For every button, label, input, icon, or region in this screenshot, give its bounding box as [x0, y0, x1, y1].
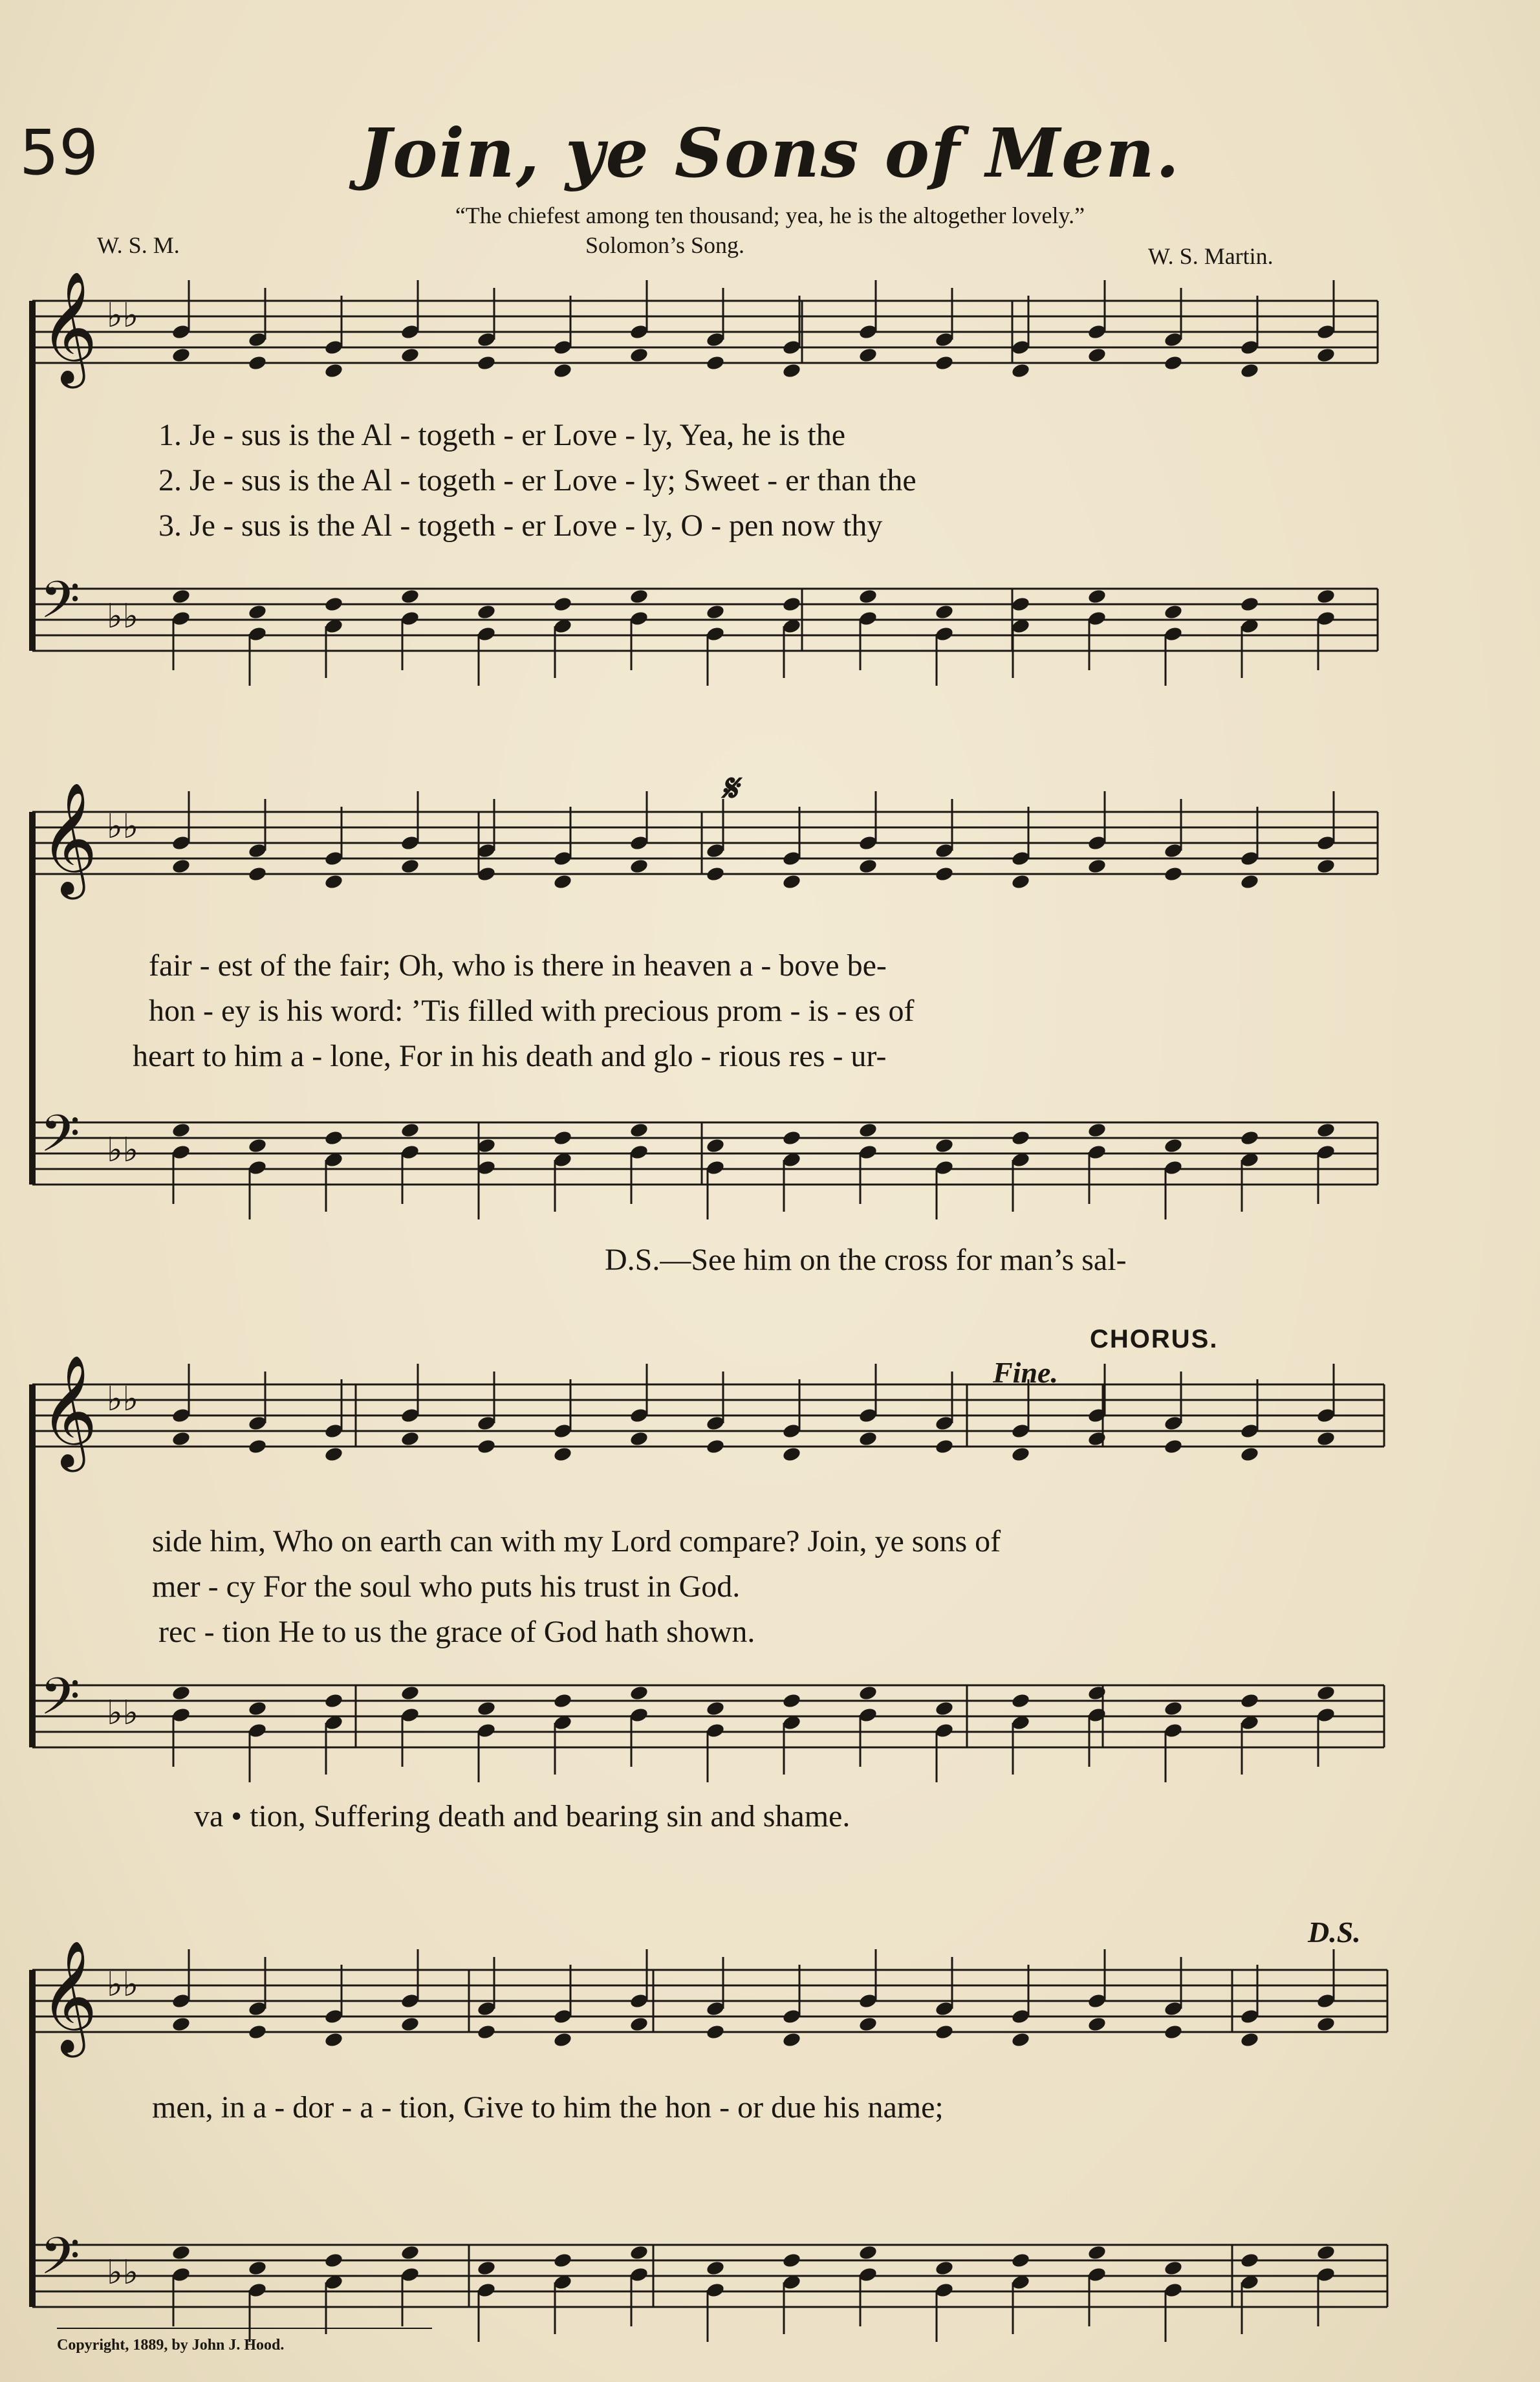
treble-clef-icon: 𝄞: [40, 1355, 98, 1467]
treble-clef-icon: 𝄞: [40, 782, 98, 895]
note-head: [1316, 2016, 1336, 2033]
note-head: [1087, 588, 1107, 605]
chorus-label: CHORUS.: [1090, 1325, 1219, 1353]
note-head: [553, 873, 573, 890]
note-head: [248, 1700, 268, 1717]
note-head: [171, 2244, 191, 2261]
ds-mark: D.S.: [1308, 1916, 1361, 1949]
note-head: [171, 588, 191, 605]
note-head: [324, 596, 344, 613]
flat-icon: ♭♭: [107, 807, 139, 846]
flat-icon: ♭♭: [107, 1694, 139, 1732]
note-head: [400, 2016, 420, 2033]
note-head: [935, 1137, 955, 1154]
note-head: [858, 347, 878, 364]
note-head: [553, 1130, 573, 1146]
note-head: [400, 1122, 420, 1139]
note-head: [1011, 362, 1031, 379]
note-head: [935, 604, 955, 620]
note-head: [858, 2244, 878, 2261]
segno-sign: 𝄋: [721, 767, 737, 809]
note-head: [1164, 866, 1184, 882]
note-head: [1316, 2244, 1336, 2261]
note-head: [782, 2031, 802, 2048]
verse-3-line-1: 3. Je - sus is the Al - togeth - er Love - ly, O - pen now thy: [158, 508, 883, 543]
verse-1-line-3: side him, Who on earth can with my Lord compare? Join, ye sons of: [152, 1524, 1001, 1558]
note-head: [1164, 355, 1184, 371]
note-head: [1087, 858, 1107, 875]
note-head: [1164, 1137, 1184, 1154]
note-head: [553, 2031, 573, 2048]
hymn-number: 59: [19, 116, 99, 189]
note-head: [1240, 1692, 1260, 1709]
note-head: [171, 2016, 191, 2033]
flat-icon: ♭♭: [107, 1131, 139, 1170]
note-head: [1011, 2252, 1031, 2269]
note-head: [1164, 1438, 1184, 1455]
note-head: [1240, 2031, 1260, 2048]
note-head: [629, 2244, 649, 2261]
note-head: [1011, 1692, 1031, 1709]
note-head: [1164, 604, 1184, 620]
note-head: [782, 596, 802, 613]
hymn-title: Join, ye Sons of Men.: [359, 113, 1181, 193]
verse-2-line-2: hon - ey is his word: ’Tis filled with precious prom - is - es of: [149, 994, 915, 1028]
note-head: [935, 866, 955, 882]
note-head: [1087, 347, 1107, 364]
verse-3-line-3: rec - tion He to us the grace of God hath shown.: [158, 1615, 755, 1649]
note-head: [248, 2024, 268, 2040]
note-head: [858, 1430, 878, 1447]
note-head: [706, 2024, 726, 2040]
note-head: [400, 1685, 420, 1701]
scripture-source: Solomon’s Song.: [585, 232, 745, 258]
note-head: [400, 2244, 420, 2261]
note-head: [858, 1122, 878, 1139]
note-head: [171, 1685, 191, 1701]
note-head: [935, 1700, 955, 1717]
note-head: [629, 1122, 649, 1139]
flat-icon: ♭♭: [107, 1380, 139, 1419]
note-head: [706, 1438, 726, 1455]
note-head: [1164, 2260, 1184, 2277]
note-head: [324, 1692, 344, 1709]
note-head: [858, 2016, 878, 2033]
note-head: [171, 1430, 191, 1447]
flat-icon: ♭♭: [107, 1965, 139, 2004]
note-head: [171, 1122, 191, 1139]
music-by: W. S. Martin.: [1148, 243, 1274, 269]
note-head: [553, 596, 573, 613]
note-head: [858, 1685, 878, 1701]
note-head: [324, 2252, 344, 2269]
note-head: [477, 2260, 497, 2277]
note-head: [1240, 2252, 1260, 2269]
note-head: [1240, 596, 1260, 613]
note-head: [629, 1685, 649, 1701]
note-head: [858, 588, 878, 605]
note-head: [1240, 1130, 1260, 1146]
note-head: [706, 2260, 726, 2277]
note-head: [1316, 347, 1336, 364]
note-head: [553, 2252, 573, 2269]
note-head: [400, 347, 420, 364]
note-head: [629, 347, 649, 364]
note-head: [1240, 1446, 1260, 1463]
fine-mark: Fine.: [993, 1356, 1058, 1389]
note-head: [782, 2252, 802, 2269]
note-head: [477, 1700, 497, 1717]
verse-3-line-2: heart to him a - lone, For in his death and glo - rious res - ur-: [133, 1039, 887, 1073]
bass-clef-icon: 𝄢: [40, 1666, 80, 1739]
flat-icon: ♭♭: [107, 296, 139, 335]
verse-1-line-1: 1. Je - sus is the Al - togeth - er Love - ly, Yea, he is the: [158, 418, 846, 452]
note-head: [1240, 873, 1260, 890]
note-head: [324, 1446, 344, 1463]
note-head: [553, 1692, 573, 1709]
note-head: [324, 873, 344, 890]
bass-clef-icon: 𝄢: [40, 2226, 80, 2299]
note-head: [1240, 362, 1260, 379]
note-head: [400, 858, 420, 875]
note-head: [782, 1130, 802, 1146]
flat-icon: ♭♭: [107, 2253, 139, 2292]
verse-2-line-3: mer - cy For the soul who puts his trust in God.: [152, 1569, 741, 1604]
note-head: [706, 1700, 726, 1717]
note-head: [629, 1430, 649, 1447]
note-head: [1011, 1130, 1031, 1146]
note-head: [1087, 2016, 1107, 2033]
note-head: [477, 2024, 497, 2040]
note-head: [477, 1438, 497, 1455]
note-head: [629, 2016, 649, 2033]
note-head: [706, 355, 726, 371]
note-head: [248, 355, 268, 371]
note-head: [400, 1430, 420, 1447]
note-head: [1316, 1122, 1336, 1139]
note-head: [706, 1137, 726, 1154]
note-head: [1316, 588, 1336, 605]
note-head: [324, 1130, 344, 1146]
footer-rule: [57, 2328, 432, 2329]
note-head: [782, 1446, 802, 1463]
note-head: [1087, 2244, 1107, 2261]
bass-clef-icon: 𝄢: [40, 1104, 80, 1176]
note-head: [629, 858, 649, 875]
treble-clef-icon: 𝄞: [40, 271, 98, 384]
note-head: [706, 866, 726, 882]
note-head: [935, 2024, 955, 2040]
verse-1-line-2: fair - est of the fair; Oh, who is there in heaven a - bove be-: [149, 948, 887, 983]
note-head: [553, 1446, 573, 1463]
note-head: [1011, 873, 1031, 890]
note-head: [324, 362, 344, 379]
epigraph: “The chiefest among ten thousand; yea, he is the altogether lovely.”: [455, 202, 1085, 228]
note-head: [782, 873, 802, 890]
note-head: [248, 866, 268, 882]
note-head: [324, 2031, 344, 2048]
ds-lyric-1: D.S.—See him on the cross for man’s sal-: [605, 1243, 1127, 1277]
note-head: [248, 1438, 268, 1455]
note-head: [1087, 1430, 1107, 1447]
staff-lines: [32, 271, 1387, 2307]
note-head: [1164, 2024, 1184, 2040]
note-head: [629, 588, 649, 605]
note-head: [477, 604, 497, 620]
note-head: [782, 362, 802, 379]
note-head: [1087, 1685, 1107, 1701]
note-head: [706, 604, 726, 620]
bass-clef-icon: 𝄢: [40, 570, 80, 642]
note-head: [935, 1438, 955, 1455]
note-head: [553, 362, 573, 379]
note-head: [1316, 858, 1336, 875]
note-head: [248, 2260, 268, 2277]
note-head: [477, 355, 497, 371]
note-head: [1164, 1700, 1184, 1717]
note-head: [248, 604, 268, 620]
note-head: [1087, 1122, 1107, 1139]
words-by: W. S. M.: [97, 232, 180, 258]
note-head: [1316, 1685, 1336, 1701]
note-head: [1011, 2031, 1031, 2048]
note-head: [1316, 1430, 1336, 1447]
note-head: [171, 347, 191, 364]
copyright-notice: Copyright, 1889, by John J. Hood.: [57, 2337, 285, 2354]
treble-clef-icon: 𝄞: [40, 1940, 98, 2053]
flat-icon: ♭♭: [107, 597, 139, 636]
note-head: [935, 355, 955, 371]
note-head: [935, 2260, 955, 2277]
note-head: [400, 588, 420, 605]
verse-2-line-1: 2. Je - sus is the Al - togeth - er Love - ly; Sweet - er than the: [158, 463, 916, 497]
note-head: [858, 858, 878, 875]
note-head: [248, 1137, 268, 1154]
ds-lyric-2: va • tion, Suffering death and bearing sin and shame.: [194, 1799, 851, 1833]
note-head: [171, 858, 191, 875]
note-head: [1011, 1446, 1031, 1463]
verse-1-line-4: men, in a - dor - a - tion, Give to him the hon - or due his name;: [152, 2090, 944, 2125]
note-head: [782, 1692, 802, 1709]
note-head: [1011, 596, 1031, 613]
